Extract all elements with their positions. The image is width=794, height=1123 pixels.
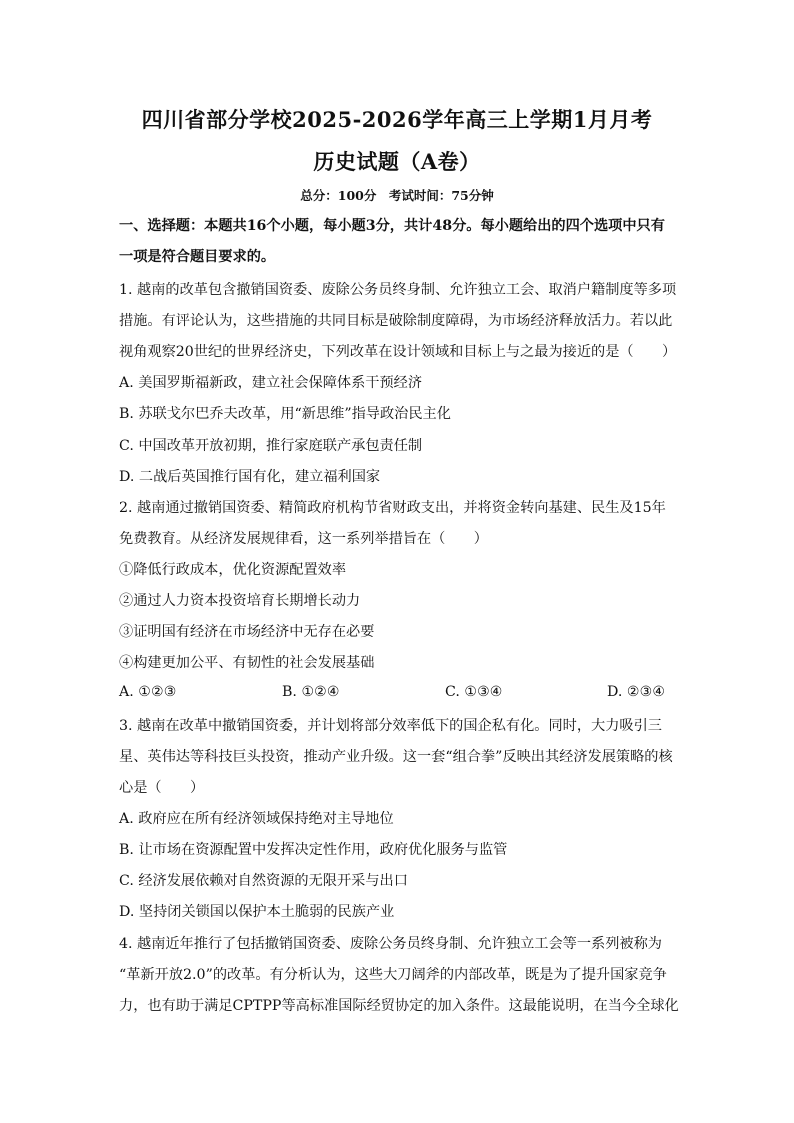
question-2-item-3: ③证明国有经济在市场经济中无存在必要 bbox=[119, 624, 375, 640]
question-2-stem: 2. 越南通过撤销国资委、精简政府机构节省财政支出，并将资金转向基建、民生及15年 bbox=[119, 500, 666, 516]
question-1-option-d: D. 二战后英国推行国有化，建立福利国家 bbox=[119, 469, 381, 485]
question-3-option-c: C. 经济发展依赖对自然资源的无限开采与出口 bbox=[119, 873, 408, 889]
question-4-stem: 力，也有助于满足CPTPP等高标准国际经贸协定的加入条件。这最能说明，在当今全球化 bbox=[119, 998, 679, 1014]
question-2-item-1: ①降低行政成本，优化资源配置效率 bbox=[119, 562, 347, 578]
question-4-stem: “革新开放2.0”的改革。有分析认为，这些大刀阔斧的内部改革，既是为了提升国家竞争 bbox=[119, 967, 667, 983]
exam-subtitle: 历史试题（A卷） bbox=[313, 149, 481, 174]
question-2-option-a: A. ①②③ bbox=[119, 684, 177, 700]
question-3-stem: 3. 越南在改革中撤销国资委，并计划将部分效率低下的国企私有化。同时，大力吸引三 bbox=[119, 718, 662, 734]
question-1-option-b: B. 苏联戈尔巴乔夫改革，用“新思维”指导政治民主化 bbox=[119, 406, 451, 422]
exam-title: 四川省部分学校2025-2026学年高三上学期1月月考 bbox=[141, 107, 653, 132]
section-heading: 一、选择题：本题共16个小题，每小题3分，共计48分。每小题给出的四个选项中只有 bbox=[119, 218, 665, 234]
question-1-stem: 1. 越南的改革包含撤销国资委、废除公务员终身制、允许独立工会、取消户籍制度等多项 bbox=[119, 282, 677, 298]
question-2-stem: 免费教育。从经济发展规律看，这一系列举措旨在（ ） bbox=[119, 531, 488, 547]
question-1-option-c: C. 中国改革开放初期，推行家庭联产承包责任制 bbox=[119, 438, 423, 454]
question-2-item-4: ④构建更加公平、有韧性的社会发展基础 bbox=[119, 655, 375, 671]
question-4-stem: 4. 越南近年推行了包括撤销国资委、废除公务员终身制、允许独立工会等一系列被称为 bbox=[119, 936, 662, 952]
question-3-stem: 心是（ ） bbox=[119, 780, 205, 796]
question-3-stem: 星、英伟达等科技巨头投资，推动产业升级。这一套“组合拳”反映出其经济发展策略的核 bbox=[119, 749, 673, 765]
exam-meta: 总分：100分 考试时间：75分钟 bbox=[300, 188, 494, 203]
question-2-option-b: B. ①②④ bbox=[282, 684, 340, 700]
question-2-option-c: C. ①③④ bbox=[445, 684, 503, 700]
question-2-option-d: D. ②③④ bbox=[607, 684, 666, 700]
question-3-option-d: D. 坚持闭关锁国以保护本土脆弱的民族产业 bbox=[119, 904, 395, 920]
section-heading-cont: 一项是符合题目要求的。 bbox=[119, 249, 276, 265]
question-1-option-a: A. 美国罗斯福新政，建立社会保障体系干预经济 bbox=[119, 375, 423, 391]
question-3-option-b: B. 让市场在资源配置中发挥决定性作用，政府优化服务与监管 bbox=[119, 842, 508, 858]
question-1-stem: 措施。有评论认为，这些措施的共同目标是破除制度障碍，为市场经济释放活力。若以此 bbox=[119, 313, 673, 329]
question-3-option-a: A. 政府应在所有经济领域保持绝对主导地位 bbox=[119, 811, 394, 827]
question-1-stem: 视角观察20世纪的世界经济史，下列改革在设计领域和目标上与之最为接近的是（ ） bbox=[119, 344, 677, 360]
question-2-item-2: ②通过人力资本投资培育长期增长动力 bbox=[119, 593, 361, 609]
